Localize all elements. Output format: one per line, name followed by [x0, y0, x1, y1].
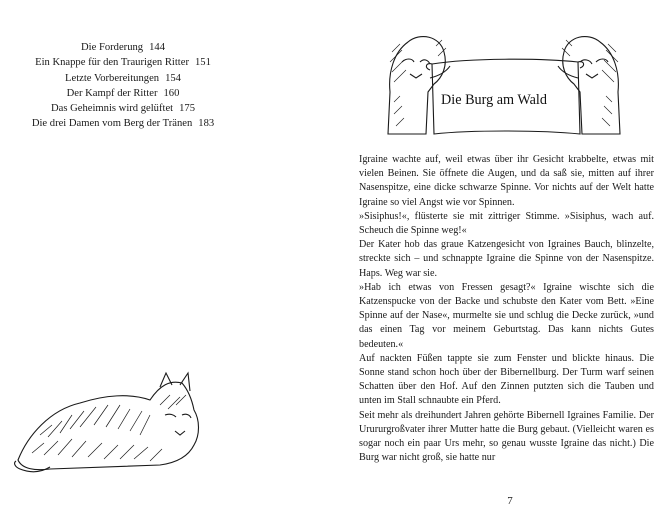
paragraph: Seit mehr als dreihundert Jahren gehörte Bibernell Igraines Familie. Der Urururgroßvater ihrer Mutter hatte die Burg gebaut. (Vielleicht waren es sogar noch ein paar Urs mehr, so genau wusste Igraine das nicht.) Die Burg war nicht groß, sie hatte nur [359, 409, 654, 464]
toc-entry: Das Geheimnis wird gelüftet 175 [51, 103, 195, 115]
toc-entry: Der Kampf der Ritter 160 [66, 87, 180, 99]
paragraph: »Hab ich etwas von Fressen gesagt?« Igraine wischte sich die Katzenspucke von der Backe und schubste den Kater vom Bett. »Eine Spinne auf der Nase«, murmelte sie und schlug die Decke zurück, »und das einen Tag vor meinem Geburtstag. Das kann nichts Gutes bedeuten.« [359, 281, 654, 350]
toc-entry: Die Forderung 144 [81, 42, 165, 53]
paragraph: Der Kater hob das graue Katzengesicht von Igraines Bauch, blinzelte, streckte sich – und schnappte Igraine die Spinne von der Nasenspitze. Haps. Weg war sie. [359, 239, 654, 279]
chapter-body [359, 153, 654, 465]
paragraph: Igraine wachte auf, weil etwas über ihr Gesicht krabbelte, etwas mit vielen Beinen. Sie öffnete die Augen, und da saß sie, mitten auf ihrer Nasenspitze, eine dicke schwarze Spinne. Vor nichts auf der Welt hatte Igraine so viel Angst wie vor Spinnen. [359, 154, 654, 208]
lions-banner-illustration [380, 22, 628, 142]
right-page [332, 0, 664, 531]
paragraph: Auf nackten Füßen tappte sie zum Fenster und blickte hinaus. Die Sonne stand schon hoch über der Bibernellburg. Der Turm warf seinen Schatten über den Hof. Auf den Zinnen putzten sich die Tauben und unten im Stall schnaubte ein Pferd. [359, 352, 654, 407]
page-number: 7 [507, 495, 513, 507]
toc-entry: Letzte Vorbereitungen 154 [65, 72, 181, 84]
cat-illustration [10, 365, 206, 477]
chapter-title: Die Burg am Wald [441, 92, 547, 108]
toc-entry: Ein Knappe für den Traurigen Ritter 151 [35, 57, 211, 69]
toc-entry: Die drei Damen vom Berg der Tränen 183 [31, 118, 215, 130]
table-of-contents [18, 40, 228, 132]
paragraph: »Sisiphus!«, flüsterte sie mit zittriger Stimme. »Sisiphus, wach auf. Scheuch die Spinne weg!« [359, 210, 654, 237]
